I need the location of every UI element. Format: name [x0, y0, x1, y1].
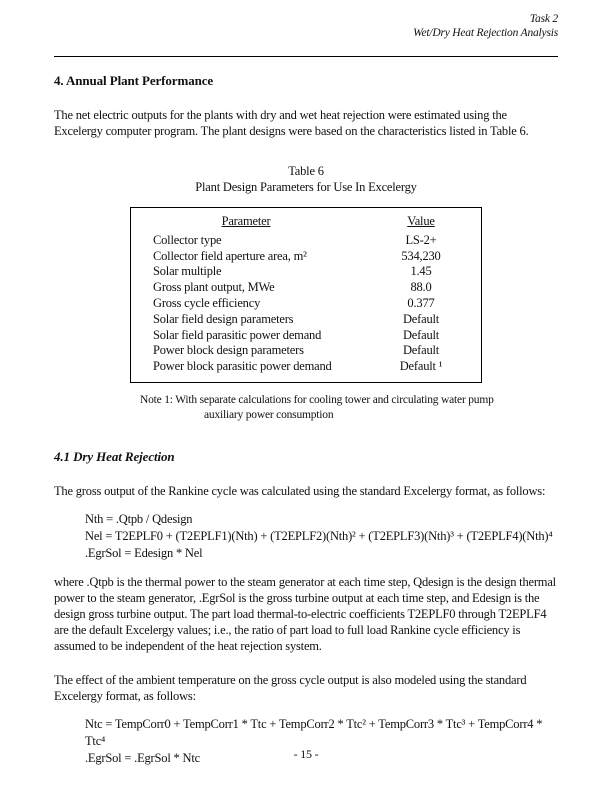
table-6-caption-title: Plant Design Parameters for Use In Excelergy [195, 180, 417, 194]
cell-value: 1.45 [410, 264, 432, 279]
header-divider [54, 56, 558, 57]
cell-parameter: Collector field aperture area, m² [153, 248, 307, 263]
cell-value: 0.377 [407, 295, 435, 310]
cell-value: Default [402, 327, 440, 342]
table-row [131, 233, 481, 249]
cell-value: Default ¹ [399, 359, 443, 374]
cell-parameter: Gross cycle efficiency [153, 295, 261, 310]
cell-value: 88.0 [410, 280, 432, 295]
cell-value: 534,230 [401, 248, 441, 263]
footnote-line-2: auxiliary power consumption [204, 408, 334, 421]
cell-value: Default [402, 311, 440, 326]
cell-parameter: Solar field parasitic power demand [153, 327, 322, 342]
page-number: - 15 - [293, 747, 319, 761]
section-4-intro-paragraph: The net electric outputs for the plants with dry and wet heat rejection were estimated using the Excelergy computer program. The plant designs were based on the characteristics listed in Table 6. [54, 108, 529, 138]
section-4-1-heading: 4.1 Dry Heat Rejection [54, 448, 175, 464]
footnote-line-1: Note 1: With separate calculations for cooling tower and circulating water pump [140, 393, 494, 406]
table-row [131, 296, 481, 312]
rankine-formula-block [54, 511, 558, 562]
table-row [131, 280, 481, 296]
section-4-heading: 4. Annual Plant Performance [54, 73, 214, 88]
table-row [131, 328, 481, 344]
table-row [131, 264, 481, 280]
cell-parameter: Gross plant output, MWe [153, 280, 275, 295]
cell-value: Default [402, 343, 440, 358]
column-header-parameter: Parameter [221, 214, 271, 228]
cell-parameter: Collector type [153, 232, 222, 247]
cell-parameter: Power block parasitic power demand [153, 359, 332, 374]
dry-heat-paragraph-1: The gross output of the Rankine cycle was calculated using the standard Excelergy format, as follows: [54, 483, 546, 498]
dry-heat-paragraph-3: The effect of the ambient temperature on the gross cycle output is also modeled using the standard Excelergy format, as follows: [54, 672, 527, 703]
table-6-caption-number: Table 6 [288, 164, 324, 178]
header-task-label: Task 2 [529, 13, 558, 25]
formula-egrsol: .EgrSol = Edesign * Nel [85, 545, 203, 560]
dry-heat-paragraph-2: where .Qtpb is the thermal power to the steam generator at each time step, Qdesign is the design thermal power to the steam generator, .EgrSol is the gross turbine output at each time step, and Edesign is the design gross turbine output. The part load thermal-to-electric coefficients T2EPLF0 through T2EPLF4 are the default Excelergy values; i.e., the ratio of part load to full load Rankine cycle efficiency is assumed to be independent of the heat rejection system. [54, 574, 556, 653]
table-row [131, 312, 481, 328]
table-row [131, 249, 481, 265]
page-header [54, 12, 558, 40]
table-6-footnote [54, 393, 558, 423]
table-row [131, 359, 481, 375]
cell-parameter: Power block design parameters [153, 343, 304, 358]
formula-nel: Nel = T2EPLF0 + (T2EPLF1)(Nth) + (T2EPLF2)(Nth)² + (T2EPLF3)(Nth)³ + (T2EPLF4)(Nth)⁴ [85, 528, 553, 543]
column-header-value: Value [407, 214, 435, 228]
table-row [131, 343, 481, 359]
formula-egrsol-ntc: .EgrSol = .EgrSol * Ntc [85, 750, 200, 765]
table-6 [130, 207, 482, 383]
cell-parameter: Solar multiple [153, 264, 222, 279]
table-header-row [131, 214, 481, 230]
header-report-title: Wet/Dry Heat Rejection Analysis [413, 27, 558, 39]
table-6-caption [54, 163, 558, 195]
cell-parameter: Solar field design parameters [153, 311, 294, 326]
cell-value: LS-2+ [405, 232, 437, 247]
formula-nth: Nth = .Qtpb / Qdesign [85, 511, 193, 526]
formula-ntc: Ntc = TempCorr0 + TempCorr1 * Ttc + TempCorr2 * Ttc² + TempCorr3 * Ttc³ + TempCorr4 * Ttc⁴ [85, 716, 543, 748]
